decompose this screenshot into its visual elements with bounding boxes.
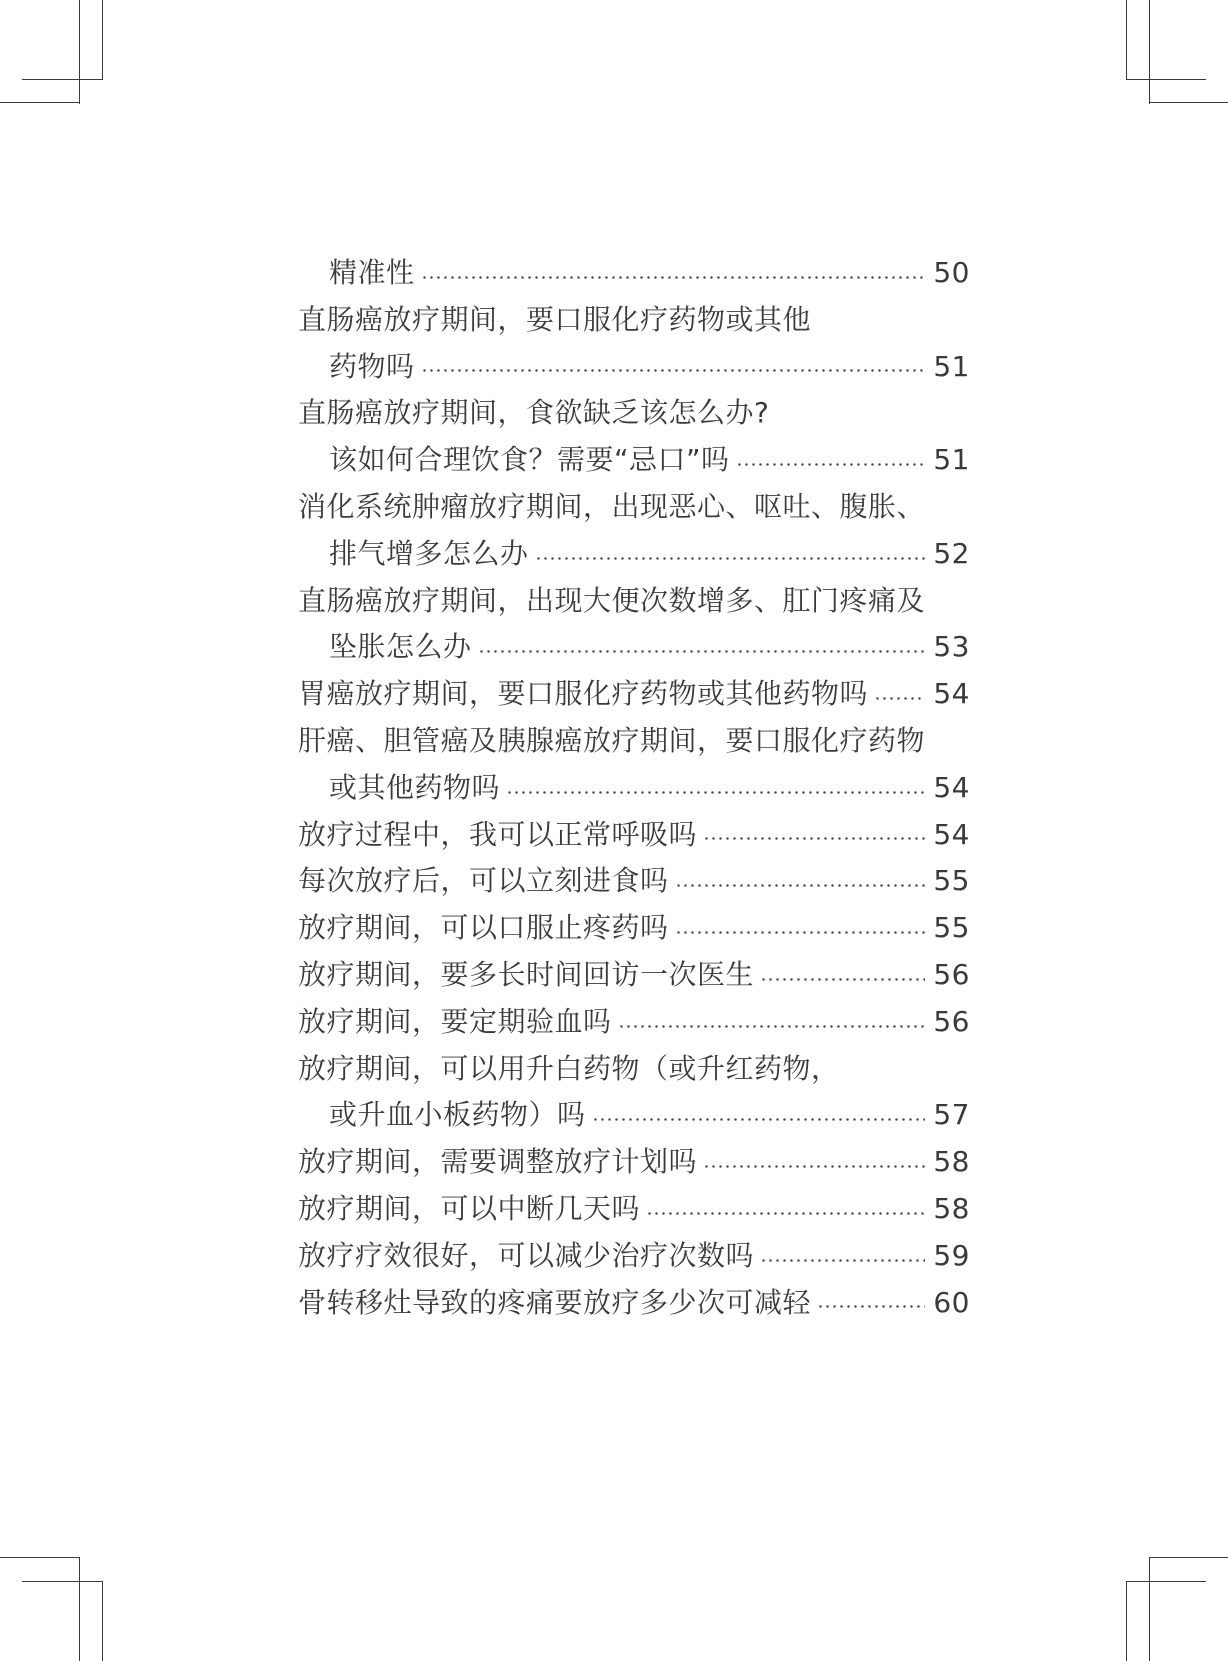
crop-mark-top-left-v1 — [79, 0, 80, 104]
toc-dot-leader — [675, 884, 926, 887]
table-of-contents — [298, 250, 970, 1326]
crop-mark-top-right-h2 — [1149, 102, 1228, 103]
crop-mark-bottom-left-h1 — [0, 1557, 80, 1558]
toc-page-number: 56 — [933, 1004, 970, 1038]
toc-dot-leader — [421, 276, 926, 279]
toc-page-number: 54 — [933, 817, 970, 851]
toc-entry-line[interactable] — [298, 437, 970, 484]
toc-page-number: 55 — [933, 911, 970, 945]
crop-mark-top-left-h1 — [22, 79, 102, 80]
toc-page-number: 50 — [933, 256, 970, 289]
toc-page-number: 54 — [933, 770, 970, 804]
toc-entry-title: 直肠癌放疗期间，出现大便次数增多、肛门疼痛及 — [298, 583, 926, 617]
crop-mark-top-left-h2 — [0, 102, 80, 103]
toc-entry-line[interactable] — [298, 484, 970, 531]
toc-entry-title: 排气增多怎么办 — [329, 536, 529, 570]
toc-entry-line[interactable] — [298, 344, 970, 391]
toc-entry-line[interactable] — [298, 531, 970, 578]
toc-entry-title: 放疗期间，可以用升白药物（或升红药物， — [298, 1051, 840, 1085]
toc-dot-leader — [618, 1025, 926, 1028]
crop-mark-bottom-right-v2 — [1149, 1557, 1150, 1661]
toc-entry-line[interactable] — [298, 952, 970, 999]
toc-entry-line[interactable] — [298, 1233, 970, 1280]
crop-mark-bottom-right-h1 — [1126, 1581, 1206, 1582]
toc-entry-title: 精准性 — [329, 256, 415, 289]
toc-entry-title: 或升血小板药物）吗 — [329, 1098, 586, 1132]
crop-mark-bottom-right-v1 — [1126, 1581, 1127, 1661]
crop-mark-bottom-left-v1 — [79, 1557, 80, 1661]
toc-entry-title: 放疗期间，要多长时间回访一次医生 — [298, 957, 755, 991]
crop-mark-top-right-h1 — [1126, 79, 1206, 80]
toc-dot-leader — [506, 791, 925, 794]
toc-dot-leader — [478, 650, 926, 653]
toc-entry-line[interactable] — [298, 297, 970, 344]
toc-entry-line[interactable] — [298, 390, 970, 437]
toc-entry-title: 放疗期间，可以口服止疼药吗 — [298, 911, 669, 945]
toc-page-number: 51 — [933, 349, 970, 383]
toc-entry-line[interactable] — [298, 1046, 970, 1093]
toc-dot-leader — [421, 369, 926, 372]
toc-page-number: 53 — [933, 630, 970, 664]
toc-entry-line[interactable] — [298, 765, 970, 812]
crop-mark-top-right-v1 — [1126, 0, 1127, 80]
toc-entry-title: 肝癌、胆管癌及胰腺癌放疗期间，要口服化疗药物 — [298, 723, 926, 757]
toc-dot-leader — [646, 1212, 925, 1215]
toc-entry-title: 坠胀怎么办 — [329, 630, 472, 664]
toc-entry-line[interactable] — [298, 1139, 970, 1186]
toc-entry-line[interactable] — [298, 671, 970, 718]
toc-entry-title: 放疗期间，可以中断几天吗 — [298, 1191, 641, 1225]
toc-entry-line[interactable] — [298, 858, 970, 905]
crop-mark-bottom-left-h2 — [22, 1581, 102, 1582]
toc-entry-line[interactable] — [298, 999, 970, 1046]
crop-mark-bottom-left-v2 — [102, 1581, 103, 1661]
toc-entry-line[interactable] — [298, 578, 970, 625]
toc-dot-leader — [760, 978, 925, 981]
toc-page-number: 58 — [933, 1145, 970, 1179]
toc-entry-line[interactable] — [298, 1280, 970, 1327]
toc-entry-title: 药物吗 — [329, 349, 415, 383]
toc-entry-line[interactable] — [298, 812, 970, 859]
toc-dot-leader — [736, 463, 926, 466]
toc-page-number: 55 — [933, 864, 970, 898]
toc-entry-line[interactable] — [298, 250, 970, 297]
toc-entry-title: 每次放疗后，可以立刻进食吗 — [298, 864, 669, 898]
toc-dot-leader — [535, 557, 926, 560]
toc-page-number: 58 — [933, 1191, 970, 1225]
toc-entry-title: 骨转移灶导致的疼痛要放疗多少次可减轻 — [298, 1285, 812, 1319]
toc-entry-title: 放疗过程中，我可以正常呼吸吗 — [298, 817, 698, 851]
toc-entry-line[interactable] — [298, 624, 970, 671]
toc-entry-title: 直肠癌放疗期间，要口服化疗药物或其他 — [298, 302, 812, 336]
toc-entry-title: 放疗期间，需要调整放疗计划吗 — [298, 1145, 698, 1179]
toc-dot-leader — [675, 931, 926, 934]
crop-mark-top-right-v2 — [1149, 0, 1150, 104]
toc-entry-title: 放疗期间，要定期验血吗 — [298, 1004, 612, 1038]
toc-page-number: 52 — [933, 536, 970, 570]
toc-dot-leader — [703, 837, 925, 840]
toc-dot-leader — [760, 1259, 925, 1262]
toc-entry-title: 胃癌放疗期间，要口服化疗药物或其他药物吗 — [298, 677, 869, 711]
crop-mark-bottom-right-h2 — [1149, 1557, 1228, 1558]
toc-page-number: 54 — [933, 677, 970, 711]
toc-entry-line[interactable] — [298, 1092, 970, 1139]
toc-page-number: 57 — [933, 1098, 970, 1132]
toc-page-number: 59 — [933, 1238, 970, 1272]
toc-page-number: 60 — [933, 1285, 970, 1319]
toc-dot-leader — [703, 1165, 925, 1168]
toc-dot-leader — [817, 1305, 925, 1308]
crop-mark-top-left-v2 — [102, 0, 103, 80]
toc-dot-leader — [874, 697, 925, 700]
toc-entry-line[interactable] — [298, 905, 970, 952]
toc-dot-leader — [592, 1118, 926, 1121]
toc-entry-title: 消化系统肿瘤放疗期间，出现恶心、呕吐、腹胀、 — [298, 489, 926, 523]
toc-entry-title: 直肠癌放疗期间，食欲缺乏该怎么办? — [298, 396, 770, 430]
toc-entry-title: 或其他药物吗 — [329, 770, 501, 804]
toc-entry-line[interactable] — [298, 718, 970, 765]
toc-entry-title: 放疗疗效很好，可以减少治疗次数吗 — [298, 1238, 755, 1272]
toc-page-number: 51 — [933, 443, 970, 477]
toc-entry-title: 该如何合理饮食？需要“忌口”吗 — [329, 443, 730, 477]
toc-page-number: 56 — [933, 957, 970, 991]
toc-entry-line[interactable] — [298, 1186, 970, 1233]
